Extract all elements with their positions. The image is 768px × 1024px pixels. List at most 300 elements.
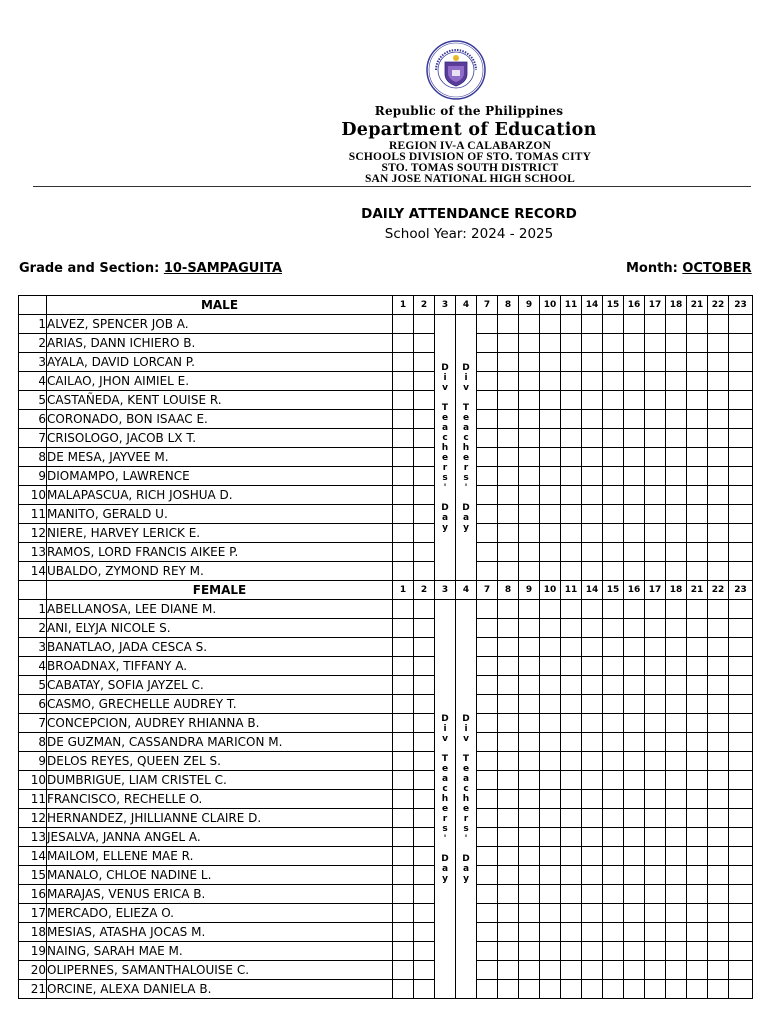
attendance-cell[interactable] xyxy=(603,353,624,372)
attendance-cell[interactable] xyxy=(393,847,414,866)
attendance-cell[interactable] xyxy=(477,600,498,619)
attendance-cell[interactable] xyxy=(498,619,519,638)
attendance-cell[interactable] xyxy=(561,543,582,562)
attendance-cell[interactable] xyxy=(666,486,687,505)
attendance-cell[interactable] xyxy=(582,448,603,467)
attendance-cell[interactable] xyxy=(498,676,519,695)
attendance-cell[interactable] xyxy=(498,771,519,790)
attendance-cell[interactable] xyxy=(540,353,561,372)
attendance-cell[interactable] xyxy=(477,638,498,657)
attendance-cell[interactable] xyxy=(414,771,435,790)
attendance-cell[interactable] xyxy=(582,771,603,790)
attendance-cell[interactable] xyxy=(582,809,603,828)
attendance-cell[interactable] xyxy=(666,942,687,961)
attendance-cell[interactable] xyxy=(603,524,624,543)
attendance-cell[interactable] xyxy=(498,866,519,885)
attendance-cell[interactable] xyxy=(666,315,687,334)
attendance-cell[interactable] xyxy=(687,904,708,923)
attendance-cell[interactable] xyxy=(687,828,708,847)
attendance-cell[interactable] xyxy=(645,980,666,999)
attendance-cell[interactable] xyxy=(687,429,708,448)
attendance-cell[interactable] xyxy=(393,885,414,904)
attendance-cell[interactable] xyxy=(624,885,645,904)
attendance-cell[interactable] xyxy=(624,410,645,429)
attendance-cell[interactable] xyxy=(540,885,561,904)
attendance-cell[interactable] xyxy=(708,600,729,619)
attendance-cell[interactable] xyxy=(687,980,708,999)
attendance-cell[interactable] xyxy=(477,847,498,866)
attendance-cell[interactable] xyxy=(561,657,582,676)
attendance-cell[interactable] xyxy=(393,752,414,771)
attendance-cell[interactable] xyxy=(708,391,729,410)
attendance-cell[interactable] xyxy=(729,714,753,733)
attendance-cell[interactable] xyxy=(624,619,645,638)
attendance-cell[interactable] xyxy=(624,733,645,752)
attendance-cell[interactable] xyxy=(540,961,561,980)
attendance-cell[interactable] xyxy=(561,391,582,410)
attendance-cell[interactable] xyxy=(687,866,708,885)
attendance-cell[interactable] xyxy=(561,467,582,486)
attendance-cell[interactable] xyxy=(540,372,561,391)
attendance-cell[interactable] xyxy=(414,790,435,809)
attendance-cell[interactable] xyxy=(582,334,603,353)
attendance-cell[interactable] xyxy=(708,942,729,961)
attendance-cell[interactable] xyxy=(645,638,666,657)
attendance-cell[interactable] xyxy=(708,733,729,752)
attendance-cell[interactable] xyxy=(393,809,414,828)
attendance-cell[interactable] xyxy=(645,676,666,695)
attendance-cell[interactable] xyxy=(477,391,498,410)
attendance-cell[interactable] xyxy=(477,410,498,429)
attendance-cell[interactable] xyxy=(645,961,666,980)
attendance-cell[interactable] xyxy=(687,315,708,334)
attendance-cell[interactable] xyxy=(708,980,729,999)
attendance-cell[interactable] xyxy=(414,543,435,562)
attendance-cell[interactable] xyxy=(624,847,645,866)
attendance-cell[interactable] xyxy=(519,790,540,809)
attendance-cell[interactable] xyxy=(603,885,624,904)
attendance-cell[interactable] xyxy=(519,771,540,790)
attendance-cell[interactable] xyxy=(393,619,414,638)
attendance-cell[interactable] xyxy=(540,619,561,638)
attendance-cell[interactable] xyxy=(582,733,603,752)
attendance-cell[interactable] xyxy=(603,961,624,980)
attendance-cell[interactable] xyxy=(624,334,645,353)
attendance-cell[interactable] xyxy=(603,619,624,638)
attendance-cell[interactable] xyxy=(540,790,561,809)
attendance-cell[interactable] xyxy=(729,429,753,448)
attendance-cell[interactable] xyxy=(540,505,561,524)
attendance-cell[interactable] xyxy=(477,657,498,676)
attendance-cell[interactable] xyxy=(729,486,753,505)
attendance-cell[interactable] xyxy=(645,904,666,923)
attendance-cell[interactable] xyxy=(708,885,729,904)
attendance-cell[interactable] xyxy=(498,410,519,429)
attendance-cell[interactable] xyxy=(393,676,414,695)
attendance-cell[interactable] xyxy=(582,486,603,505)
attendance-cell[interactable] xyxy=(582,315,603,334)
attendance-cell[interactable] xyxy=(708,961,729,980)
attendance-cell[interactable] xyxy=(729,505,753,524)
attendance-cell[interactable] xyxy=(645,828,666,847)
attendance-cell[interactable] xyxy=(582,923,603,942)
attendance-cell[interactable] xyxy=(519,961,540,980)
attendance-cell[interactable] xyxy=(561,486,582,505)
attendance-cell[interactable] xyxy=(561,638,582,657)
attendance-cell[interactable] xyxy=(519,334,540,353)
attendance-cell[interactable] xyxy=(624,638,645,657)
attendance-cell[interactable] xyxy=(477,904,498,923)
attendance-cell[interactable] xyxy=(603,714,624,733)
attendance-cell[interactable] xyxy=(582,543,603,562)
attendance-cell[interactable] xyxy=(393,467,414,486)
attendance-cell[interactable] xyxy=(729,334,753,353)
attendance-cell[interactable] xyxy=(603,904,624,923)
attendance-cell[interactable] xyxy=(540,600,561,619)
attendance-cell[interactable] xyxy=(687,942,708,961)
attendance-cell[interactable] xyxy=(540,828,561,847)
attendance-cell[interactable] xyxy=(561,619,582,638)
attendance-cell[interactable] xyxy=(477,809,498,828)
attendance-cell[interactable] xyxy=(519,562,540,581)
attendance-cell[interactable] xyxy=(561,524,582,543)
attendance-cell[interactable] xyxy=(729,448,753,467)
attendance-cell[interactable] xyxy=(729,923,753,942)
attendance-cell[interactable] xyxy=(687,809,708,828)
attendance-cell[interactable] xyxy=(393,828,414,847)
attendance-cell[interactable] xyxy=(393,543,414,562)
attendance-cell[interactable] xyxy=(540,866,561,885)
attendance-cell[interactable] xyxy=(561,562,582,581)
attendance-cell[interactable] xyxy=(540,410,561,429)
attendance-cell[interactable] xyxy=(477,885,498,904)
attendance-cell[interactable] xyxy=(582,885,603,904)
attendance-cell[interactable] xyxy=(561,733,582,752)
attendance-cell[interactable] xyxy=(729,980,753,999)
attendance-cell[interactable] xyxy=(540,334,561,353)
attendance-cell[interactable] xyxy=(540,543,561,562)
attendance-cell[interactable] xyxy=(561,771,582,790)
attendance-cell[interactable] xyxy=(708,828,729,847)
attendance-cell[interactable] xyxy=(393,904,414,923)
attendance-cell[interactable] xyxy=(687,790,708,809)
attendance-cell[interactable] xyxy=(666,619,687,638)
attendance-cell[interactable] xyxy=(519,543,540,562)
attendance-cell[interactable] xyxy=(624,486,645,505)
attendance-cell[interactable] xyxy=(519,828,540,847)
attendance-cell[interactable] xyxy=(540,391,561,410)
attendance-cell[interactable] xyxy=(477,353,498,372)
attendance-cell[interactable] xyxy=(519,923,540,942)
attendance-cell[interactable] xyxy=(687,733,708,752)
attendance-cell[interactable] xyxy=(729,524,753,543)
attendance-cell[interactable] xyxy=(477,942,498,961)
attendance-cell[interactable] xyxy=(666,410,687,429)
attendance-cell[interactable] xyxy=(645,752,666,771)
attendance-cell[interactable] xyxy=(666,505,687,524)
attendance-cell[interactable] xyxy=(498,885,519,904)
attendance-cell[interactable] xyxy=(393,942,414,961)
attendance-cell[interactable] xyxy=(519,676,540,695)
attendance-cell[interactable] xyxy=(666,543,687,562)
attendance-cell[interactable] xyxy=(414,676,435,695)
attendance-cell[interactable] xyxy=(666,847,687,866)
attendance-cell[interactable] xyxy=(582,942,603,961)
attendance-cell[interactable] xyxy=(477,448,498,467)
attendance-cell[interactable] xyxy=(519,904,540,923)
attendance-cell[interactable] xyxy=(519,467,540,486)
attendance-cell[interactable] xyxy=(603,562,624,581)
attendance-cell[interactable] xyxy=(519,486,540,505)
attendance-cell[interactable] xyxy=(603,657,624,676)
attendance-cell[interactable] xyxy=(561,923,582,942)
attendance-cell[interactable] xyxy=(498,448,519,467)
attendance-cell[interactable] xyxy=(393,638,414,657)
attendance-cell[interactable] xyxy=(603,638,624,657)
attendance-cell[interactable] xyxy=(519,353,540,372)
attendance-cell[interactable] xyxy=(498,847,519,866)
attendance-cell[interactable] xyxy=(414,638,435,657)
attendance-cell[interactable] xyxy=(477,429,498,448)
attendance-cell[interactable] xyxy=(477,695,498,714)
attendance-cell[interactable] xyxy=(582,391,603,410)
attendance-cell[interactable] xyxy=(414,809,435,828)
attendance-cell[interactable] xyxy=(582,600,603,619)
attendance-cell[interactable] xyxy=(561,885,582,904)
attendance-cell[interactable] xyxy=(561,695,582,714)
attendance-cell[interactable] xyxy=(414,524,435,543)
attendance-cell[interactable] xyxy=(561,752,582,771)
attendance-cell[interactable] xyxy=(645,543,666,562)
attendance-cell[interactable] xyxy=(708,904,729,923)
attendance-cell[interactable] xyxy=(519,524,540,543)
attendance-cell[interactable] xyxy=(393,429,414,448)
attendance-cell[interactable] xyxy=(645,733,666,752)
attendance-cell[interactable] xyxy=(393,600,414,619)
attendance-cell[interactable] xyxy=(624,600,645,619)
attendance-cell[interactable] xyxy=(687,391,708,410)
attendance-cell[interactable] xyxy=(561,790,582,809)
attendance-cell[interactable] xyxy=(687,847,708,866)
attendance-cell[interactable] xyxy=(477,372,498,391)
attendance-cell[interactable] xyxy=(687,353,708,372)
attendance-cell[interactable] xyxy=(519,847,540,866)
attendance-cell[interactable] xyxy=(603,942,624,961)
attendance-cell[interactable] xyxy=(393,771,414,790)
attendance-cell[interactable] xyxy=(645,562,666,581)
attendance-cell[interactable] xyxy=(498,828,519,847)
attendance-cell[interactable] xyxy=(498,942,519,961)
attendance-cell[interactable] xyxy=(687,467,708,486)
attendance-cell[interactable] xyxy=(414,315,435,334)
attendance-cell[interactable] xyxy=(477,486,498,505)
attendance-cell[interactable] xyxy=(666,961,687,980)
attendance-cell[interactable] xyxy=(582,980,603,999)
attendance-cell[interactable] xyxy=(477,790,498,809)
attendance-cell[interactable] xyxy=(666,714,687,733)
attendance-cell[interactable] xyxy=(519,752,540,771)
attendance-cell[interactable] xyxy=(603,733,624,752)
attendance-cell[interactable] xyxy=(603,486,624,505)
attendance-cell[interactable] xyxy=(540,524,561,543)
attendance-cell[interactable] xyxy=(687,543,708,562)
attendance-cell[interactable] xyxy=(729,847,753,866)
attendance-cell[interactable] xyxy=(582,638,603,657)
attendance-cell[interactable] xyxy=(498,600,519,619)
attendance-cell[interactable] xyxy=(624,904,645,923)
attendance-cell[interactable] xyxy=(414,942,435,961)
attendance-cell[interactable] xyxy=(624,353,645,372)
attendance-cell[interactable] xyxy=(666,467,687,486)
attendance-cell[interactable] xyxy=(414,562,435,581)
attendance-cell[interactable] xyxy=(477,315,498,334)
attendance-cell[interactable] xyxy=(603,923,624,942)
attendance-cell[interactable] xyxy=(645,467,666,486)
attendance-cell[interactable] xyxy=(708,790,729,809)
attendance-cell[interactable] xyxy=(582,505,603,524)
attendance-cell[interactable] xyxy=(645,695,666,714)
attendance-cell[interactable] xyxy=(414,486,435,505)
attendance-cell[interactable] xyxy=(687,410,708,429)
attendance-cell[interactable] xyxy=(645,923,666,942)
attendance-cell[interactable] xyxy=(666,790,687,809)
attendance-cell[interactable] xyxy=(519,733,540,752)
attendance-cell[interactable] xyxy=(540,752,561,771)
attendance-cell[interactable] xyxy=(540,904,561,923)
attendance-cell[interactable] xyxy=(582,524,603,543)
attendance-cell[interactable] xyxy=(561,372,582,391)
attendance-cell[interactable] xyxy=(477,714,498,733)
attendance-cell[interactable] xyxy=(729,619,753,638)
attendance-cell[interactable] xyxy=(582,695,603,714)
attendance-cell[interactable] xyxy=(498,980,519,999)
attendance-cell[interactable] xyxy=(666,885,687,904)
attendance-cell[interactable] xyxy=(687,961,708,980)
attendance-cell[interactable] xyxy=(540,942,561,961)
attendance-cell[interactable] xyxy=(540,847,561,866)
attendance-cell[interactable] xyxy=(540,695,561,714)
attendance-cell[interactable] xyxy=(393,562,414,581)
attendance-cell[interactable] xyxy=(666,695,687,714)
attendance-cell[interactable] xyxy=(666,353,687,372)
attendance-cell[interactable] xyxy=(519,315,540,334)
attendance-cell[interactable] xyxy=(666,562,687,581)
attendance-cell[interactable] xyxy=(540,562,561,581)
attendance-cell[interactable] xyxy=(645,809,666,828)
attendance-cell[interactable] xyxy=(498,505,519,524)
attendance-cell[interactable] xyxy=(708,809,729,828)
attendance-cell[interactable] xyxy=(729,790,753,809)
attendance-cell[interactable] xyxy=(708,562,729,581)
attendance-cell[interactable] xyxy=(498,543,519,562)
attendance-cell[interactable] xyxy=(498,562,519,581)
attendance-cell[interactable] xyxy=(477,771,498,790)
attendance-cell[interactable] xyxy=(561,334,582,353)
attendance-cell[interactable] xyxy=(666,600,687,619)
attendance-cell[interactable] xyxy=(498,372,519,391)
attendance-cell[interactable] xyxy=(477,980,498,999)
attendance-cell[interactable] xyxy=(624,391,645,410)
attendance-cell[interactable] xyxy=(708,847,729,866)
attendance-cell[interactable] xyxy=(498,486,519,505)
attendance-cell[interactable] xyxy=(666,524,687,543)
attendance-cell[interactable] xyxy=(519,714,540,733)
attendance-cell[interactable] xyxy=(708,638,729,657)
attendance-cell[interactable] xyxy=(687,486,708,505)
attendance-cell[interactable] xyxy=(624,714,645,733)
attendance-cell[interactable] xyxy=(603,315,624,334)
attendance-cell[interactable] xyxy=(582,904,603,923)
attendance-cell[interactable] xyxy=(414,467,435,486)
attendance-cell[interactable] xyxy=(708,543,729,562)
attendance-cell[interactable] xyxy=(729,828,753,847)
attendance-cell[interactable] xyxy=(624,657,645,676)
attendance-cell[interactable] xyxy=(666,657,687,676)
attendance-cell[interactable] xyxy=(540,486,561,505)
attendance-cell[interactable] xyxy=(645,486,666,505)
attendance-cell[interactable] xyxy=(540,771,561,790)
attendance-cell[interactable] xyxy=(477,828,498,847)
attendance-cell[interactable] xyxy=(624,543,645,562)
attendance-cell[interactable] xyxy=(540,429,561,448)
attendance-cell[interactable] xyxy=(540,809,561,828)
attendance-cell[interactable] xyxy=(729,752,753,771)
attendance-cell[interactable] xyxy=(519,638,540,657)
attendance-cell[interactable] xyxy=(729,942,753,961)
attendance-cell[interactable] xyxy=(687,524,708,543)
attendance-cell[interactable] xyxy=(624,372,645,391)
attendance-cell[interactable] xyxy=(393,790,414,809)
attendance-cell[interactable] xyxy=(393,505,414,524)
attendance-cell[interactable] xyxy=(603,790,624,809)
attendance-cell[interactable] xyxy=(477,866,498,885)
attendance-cell[interactable] xyxy=(540,676,561,695)
attendance-cell[interactable] xyxy=(603,771,624,790)
attendance-cell[interactable] xyxy=(687,448,708,467)
attendance-cell[interactable] xyxy=(540,315,561,334)
attendance-cell[interactable] xyxy=(582,467,603,486)
attendance-cell[interactable] xyxy=(414,353,435,372)
attendance-cell[interactable] xyxy=(540,980,561,999)
attendance-cell[interactable] xyxy=(393,486,414,505)
attendance-cell[interactable] xyxy=(477,752,498,771)
attendance-cell[interactable] xyxy=(687,714,708,733)
attendance-cell[interactable] xyxy=(603,676,624,695)
attendance-cell[interactable] xyxy=(687,619,708,638)
attendance-cell[interactable] xyxy=(498,809,519,828)
attendance-cell[interactable] xyxy=(414,391,435,410)
attendance-cell[interactable] xyxy=(666,923,687,942)
attendance-cell[interactable] xyxy=(393,961,414,980)
attendance-cell[interactable] xyxy=(414,923,435,942)
attendance-cell[interactable] xyxy=(477,524,498,543)
attendance-cell[interactable] xyxy=(561,904,582,923)
attendance-cell[interactable] xyxy=(729,467,753,486)
attendance-cell[interactable] xyxy=(393,695,414,714)
attendance-cell[interactable] xyxy=(477,923,498,942)
attendance-cell[interactable] xyxy=(477,676,498,695)
attendance-cell[interactable] xyxy=(414,733,435,752)
attendance-cell[interactable] xyxy=(498,790,519,809)
attendance-cell[interactable] xyxy=(729,353,753,372)
attendance-cell[interactable] xyxy=(540,733,561,752)
attendance-cell[interactable] xyxy=(708,353,729,372)
attendance-cell[interactable] xyxy=(540,714,561,733)
attendance-cell[interactable] xyxy=(624,695,645,714)
attendance-cell[interactable] xyxy=(729,771,753,790)
attendance-cell[interactable] xyxy=(582,410,603,429)
attendance-cell[interactable] xyxy=(393,448,414,467)
